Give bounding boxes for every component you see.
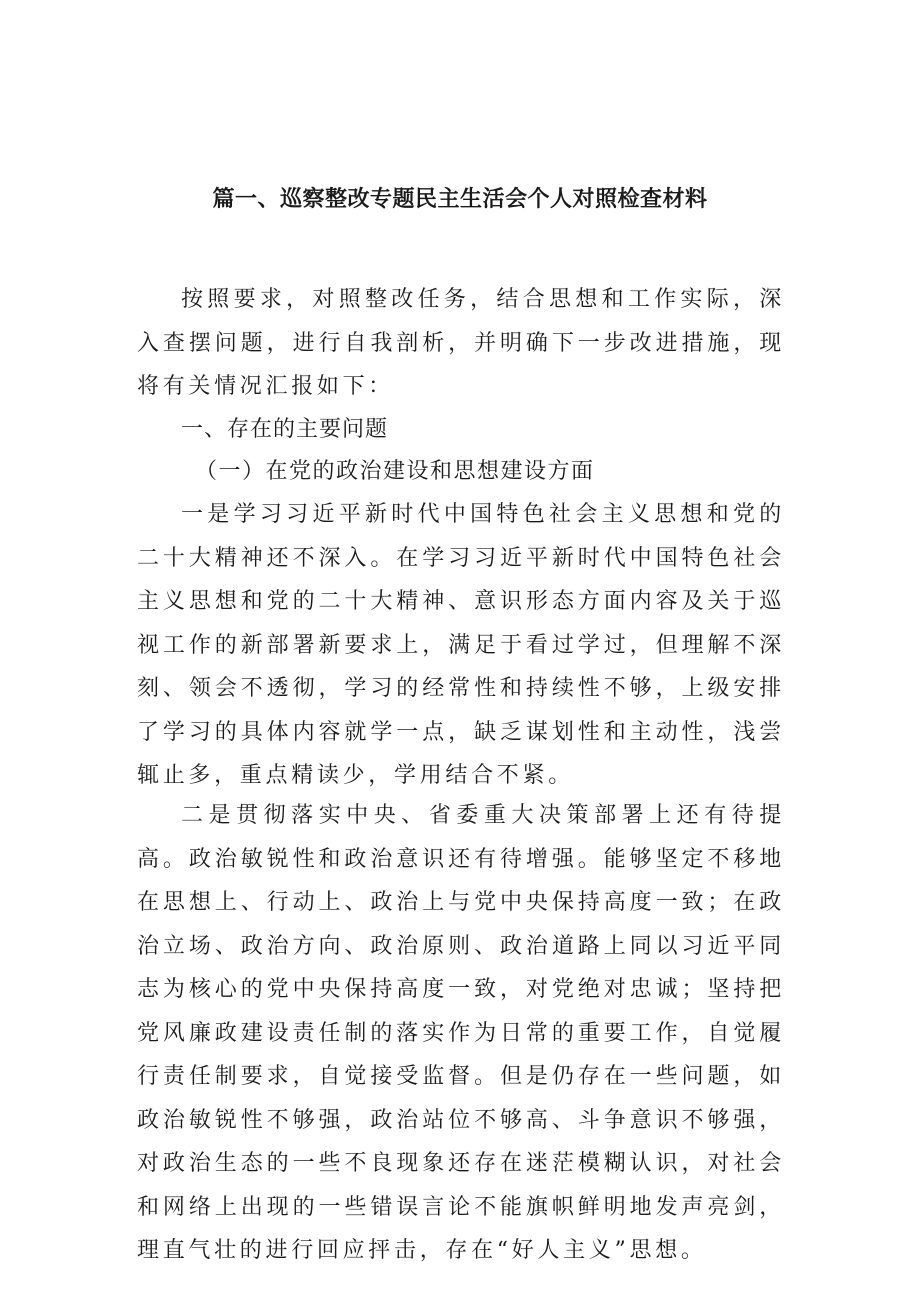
document-title: 篇一、巡察整改专题民主生活会个人对照检查材料 <box>212 187 708 212</box>
subsection-heading: （一）在党的政治建设和思想建设方面 <box>195 459 595 484</box>
body-paragraph-1: 一是学习习近平新时代中国特色社会主义思想和党的二十大精神还不深入。在学习习近平新时代中国特色社会主义思想和党的二十大精神、意识形态方面内容及关于巡视工作的新部署新要求上，满足于看过学过，但理解不深刻、领会不透彻，学习的经常性和持续性不够，上级安排了学习的具体内容就学一点，缺乏谋划性和主动性，浅尝辄止多，重点精读少，学用结合不紧。 <box>137 502 785 788</box>
body-paragraph-2: 二是贯彻落实中央、省委重大决策部署上还有待提高。政治敏锐性和政治意识还有待增强。能够坚定不移地在思想上、行动上、政治上与党中央保持高度一致；在政治立场、政治方向、政治原则、政治道路上同以习近平同志为核心的党中央保持高度一致，对党绝对忠诚；坚持把党风廉政建设责任制的落实作为日常的重要工作，自觉履行责任制要求，自觉接受监督。但是仍存在一些问题，如政治敏锐性不够强，政治站位不够高、斗争意识不够强，对政治生态的一些不良现象还存在迷茫模糊认识，对社会和网络上出现的一些错误言论不能旗帜鲜明地发声亮剑，理直气壮的进行回应抨击，存在“好人主义”思想。 <box>137 803 785 1263</box>
intro-paragraph: 按照要求，对照整改任务，结合思想和工作实际，深入查摆问题，进行自我剖析，并明确下一步改进措施，现将有关情况汇报如下： <box>137 287 785 399</box>
section-heading: 一、存在的主要问题 <box>181 417 389 442</box>
